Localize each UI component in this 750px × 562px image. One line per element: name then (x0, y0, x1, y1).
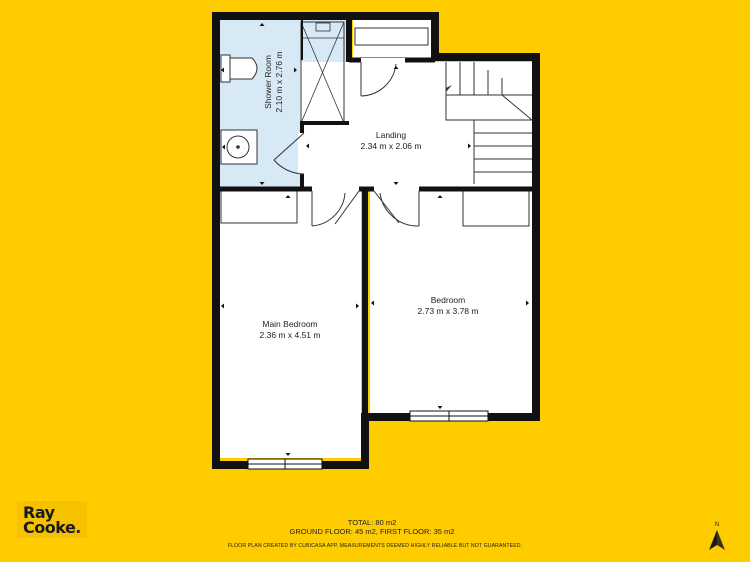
north-arrow-icon (705, 519, 729, 553)
logo-line-2: Cooke (23, 518, 76, 537)
landing-dims: 2.34 m x 2.06 m (360, 141, 422, 151)
shower-room-dims: 2.10 m x 2.76 m (274, 51, 284, 113)
north-label: N (714, 522, 720, 528)
landing-name: Landing (375, 130, 407, 140)
logo-dot: . (75, 518, 81, 537)
bedroom-dims: 2.73 m x 3.78 m (417, 306, 479, 316)
bedroom-name: Bedroom (430, 295, 466, 305)
floor-areas: GROUND FLOOR: 45 m2, FIRST FLOOR: 35 m2 (289, 527, 455, 536)
cupboard-floor (353, 20, 431, 62)
shower-room-name: Shower Room (263, 55, 273, 109)
main-bedroom-dims: 2.36 m x 4.51 m (259, 330, 321, 340)
total-area: TOTAL: 80 m2 (347, 518, 397, 527)
disclaimer: FLOOR PLAN CREATED BY CUBICASA APP. MEASUREMENTS DEEMED HIGHLY RELIABLE BUT NOT GUARANTEED. (227, 543, 523, 549)
logo-line-1: Ray (23, 503, 55, 522)
main-bedroom-name: Main Bedroom (262, 319, 318, 329)
